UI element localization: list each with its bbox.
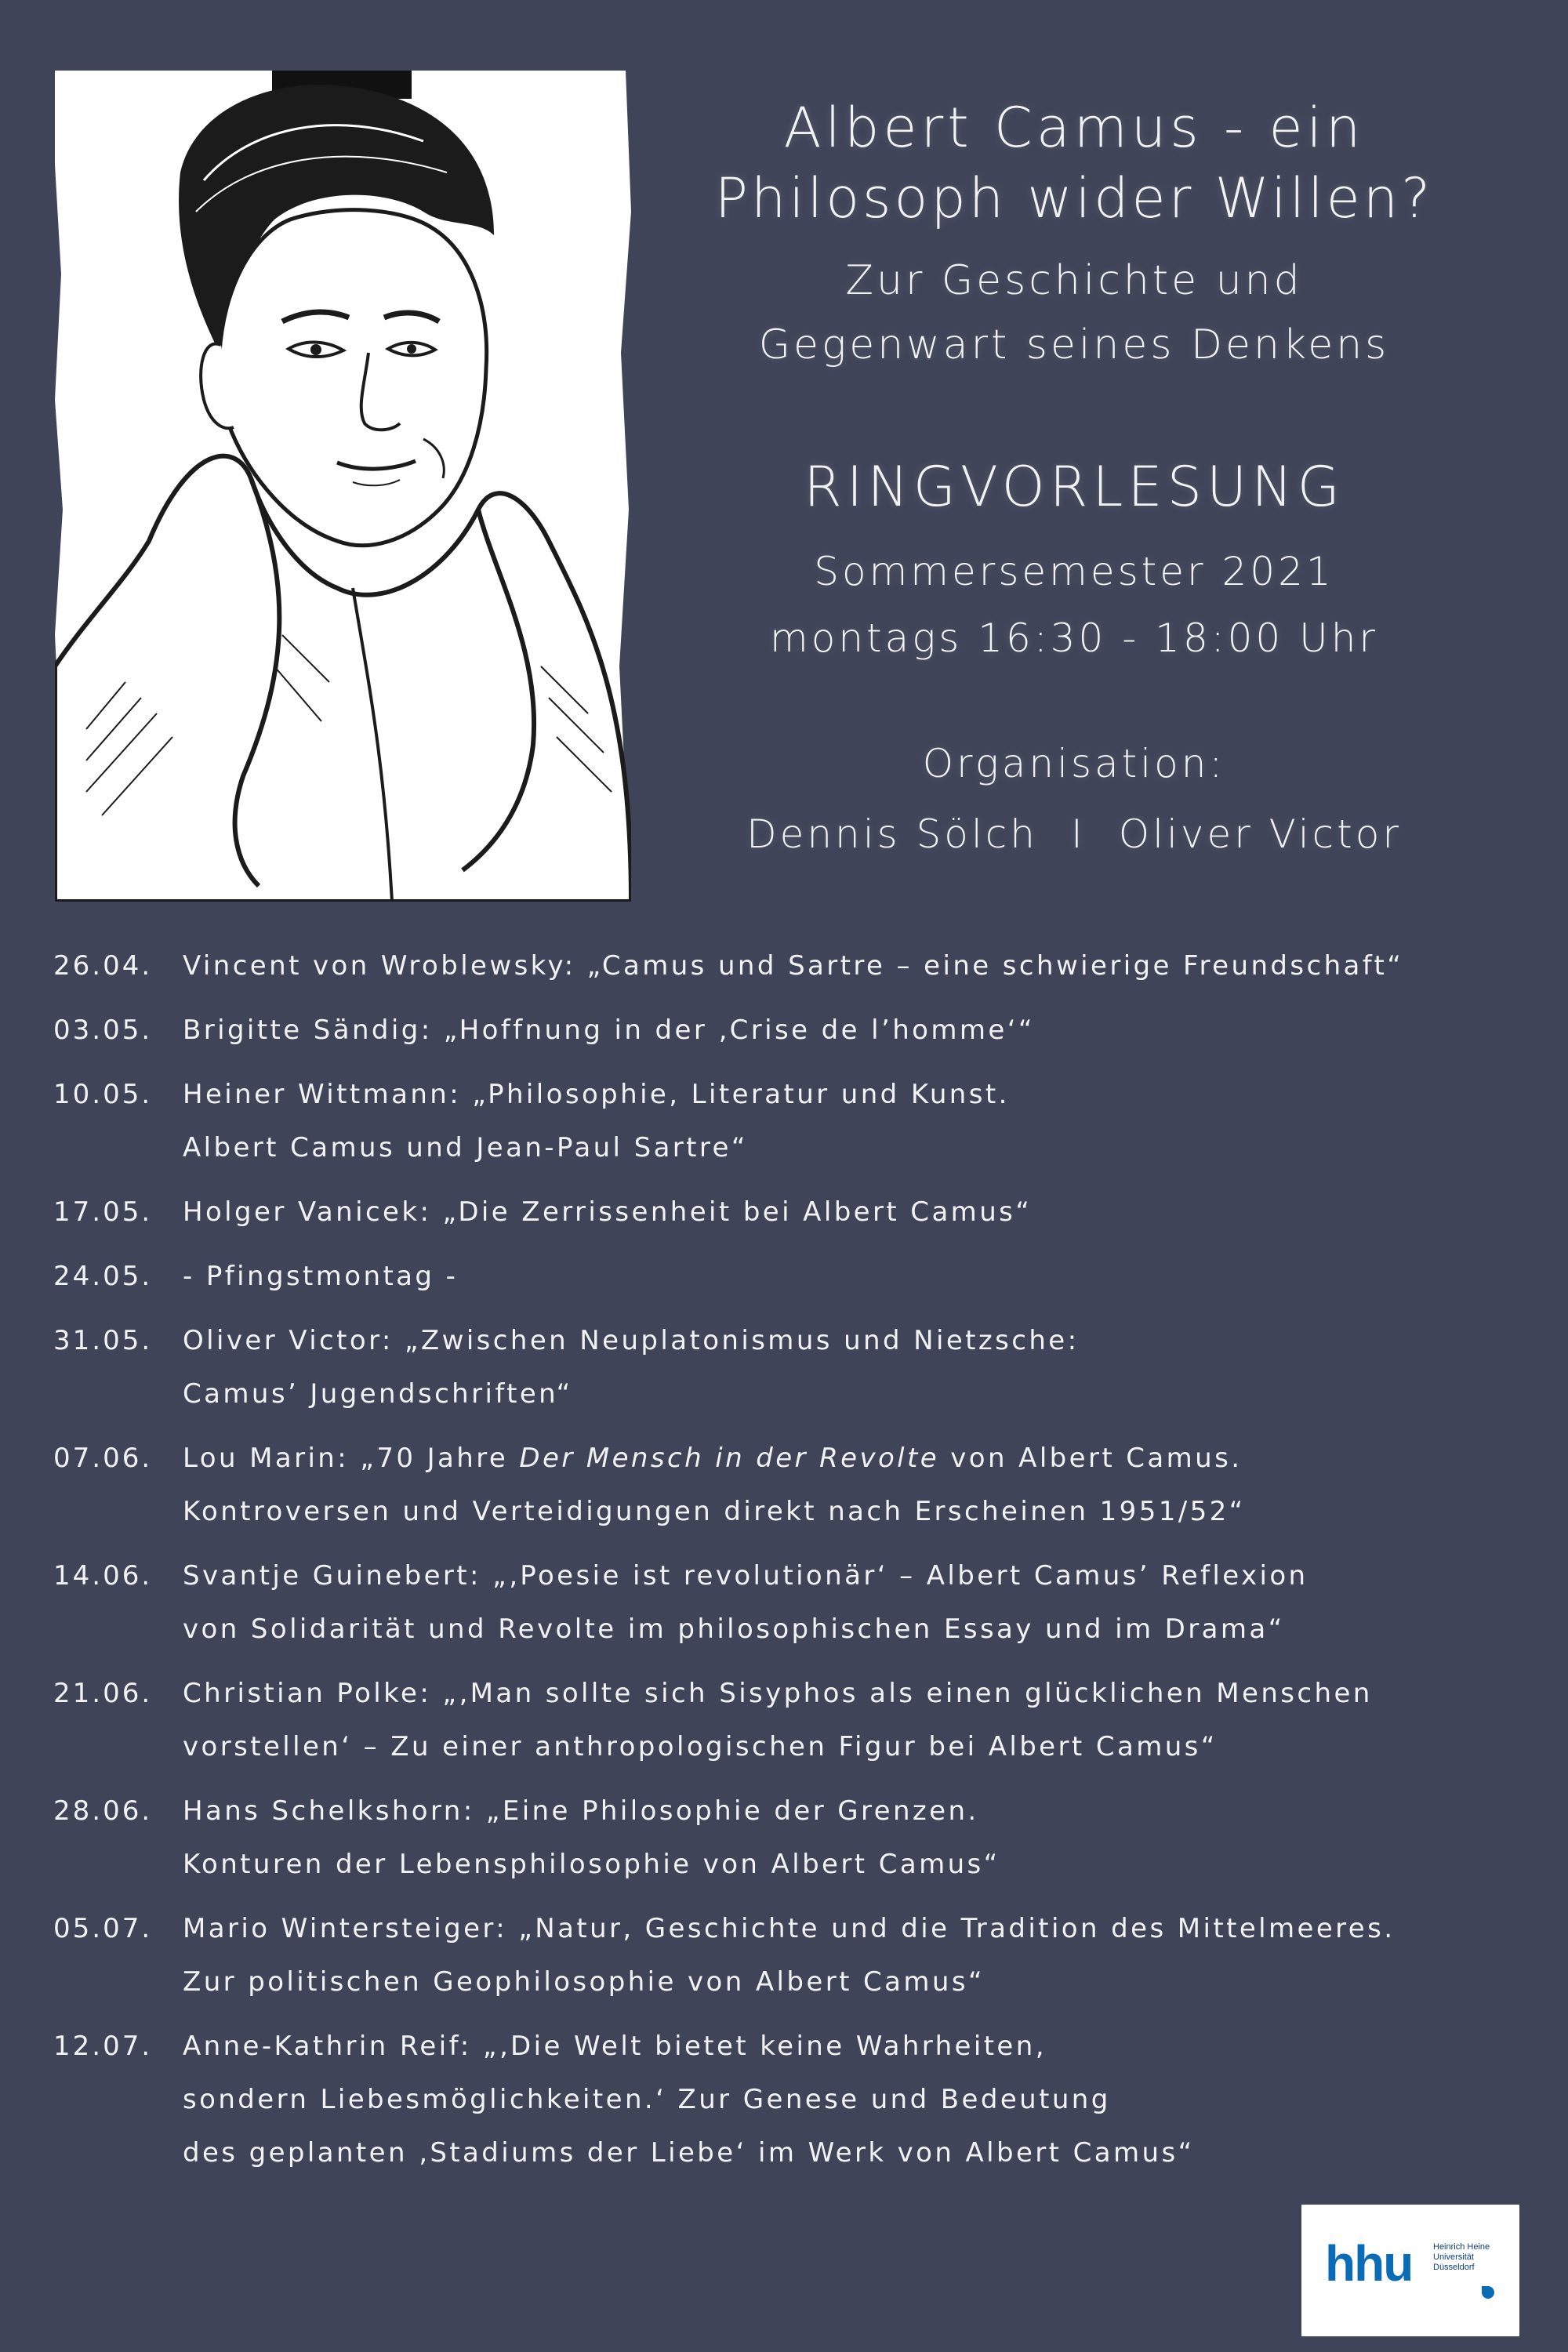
title-line-2: Philosoph wider Willen? [714, 166, 1434, 230]
organiser-1: Dennis Sölch [746, 811, 1038, 857]
talk-line: Christian Polke: „‚Man sollte sich Sisyphos als einen glücklichen Menschen [183, 1678, 1373, 1709]
lecture-schedule [53, 939, 1543, 2190]
schedule-talk [183, 1784, 1000, 1891]
hhu-logo [1301, 2205, 1519, 2336]
talk-line: Anne-Kathrin Reif: „‚Die Welt bietet keine Wahrheiten, [183, 2031, 1047, 2062]
book-title: Der Mensch in der Revolte [519, 1443, 940, 1474]
schedule-entry [53, 1068, 1543, 1174]
organiser-2: Oliver Victor [1118, 811, 1402, 857]
talk-line-text: von Albert Camus. [939, 1443, 1243, 1474]
schedule-talk [183, 1549, 1308, 1656]
logo-line-1: Heinrich Heine [1433, 2242, 1490, 2252]
talk-line [183, 1432, 1246, 1485]
schedule-entry [53, 1250, 1543, 1303]
hhu-logo-text [1433, 2242, 1490, 2273]
schedule-date: 26.04. [53, 950, 153, 982]
talk-line: von Solidarität und Revolte im philosophischen Essay und im Drama“ [183, 1613, 1285, 1645]
schedule-talk [183, 939, 1403, 993]
schedule-talk [183, 1432, 1246, 1538]
camus-portrait-image [55, 71, 631, 902]
hhu-logo-dot [1482, 2286, 1494, 2299]
schedule-entry [53, 1314, 1543, 1421]
schedule-date: 12.07. [53, 2031, 153, 2062]
talk-line: Konturen der Lebensphilosophie von Albert Camus“ [183, 1849, 1000, 1880]
semester: Sommersemester 2021 [814, 549, 1334, 594]
subtitle-line-2: Gegenwart seines Denkens [758, 321, 1390, 368]
talk-line: Svantje Guinebert: „‚Poesie ist revolutionär‘ – Albert Camus’ Reflexion [183, 1560, 1308, 1592]
schedule-date: 21.06. [53, 1678, 153, 1709]
schedule-date: 17.05. [53, 1196, 153, 1228]
schedule-date: 03.05. [53, 1014, 153, 1046]
schedule-talk [183, 1314, 1080, 1421]
schedule-talk [183, 2020, 1195, 2180]
schedule-date: 31.05. [53, 1325, 153, 1356]
talk-line: Oliver Victor: „Zwischen Neuplatonismus und Nietzsche: [183, 1325, 1080, 1356]
organisers [627, 811, 1521, 857]
series-title: RINGVORLESUNG [804, 455, 1345, 519]
schedule-date: 10.05. [53, 1079, 153, 1110]
schedule-entry [53, 1549, 1543, 1656]
logo-line-2: Universität [1433, 2252, 1474, 2262]
talk-line: Kontroversen und Verteidigungen direkt nach Erscheinen 1951/52“ [183, 1496, 1246, 1527]
schedule-entry [53, 939, 1543, 993]
logo-line-3: Düsseldorf [1433, 2263, 1475, 2272]
talk-line: sondern Liebesmöglichkeiten.‘ Zur Genese und Bedeutung [183, 2084, 1111, 2115]
schedule-date: 24.05. [53, 1261, 153, 1292]
talk-line: Heiner Wittmann: „Philosophie, Literatur und Kunst. [183, 1079, 1010, 1110]
schedule-entry [53, 1902, 1543, 2009]
talk-line: des geplanten ‚Stadiums der Liebe‘ im Werk von Albert Camus“ [183, 2137, 1195, 2169]
schedule-entry [53, 1185, 1543, 1239]
schedule-entry [53, 1432, 1543, 1538]
schedule-date: 28.06. [53, 1795, 153, 1827]
talk-line: Hans Schelkshorn: „Eine Philosophie der Grenzen. [183, 1795, 979, 1827]
schedule-talk [183, 1068, 1010, 1174]
schedule-talk [183, 1250, 458, 1303]
schedule-entry [53, 1004, 1543, 1057]
talk-line: Zur politischen Geophilosophie von Albert Camus“ [183, 1966, 985, 1998]
talk-line: Mario Wintersteiger: „Natur, Geschichte und die Tradition des Mittelmeeres. [183, 1913, 1396, 1944]
time-slot: montags 16:30 - 18:00 Uhr [770, 615, 1378, 661]
talk-line: vorstellen‘ – Zu einer anthropologischen Figur bei Albert Camus“ [183, 1731, 1218, 1762]
schedule-entry [53, 1784, 1543, 1891]
schedule-talk [183, 1185, 1032, 1239]
talk-line: Brigitte Sändig: „Hoffnung in der ‚Crise de l’homme‘“ [183, 1014, 1035, 1046]
talk-line: Holger Vanicek: „Die Zerrissenheit bei Albert Camus“ [183, 1196, 1033, 1228]
schedule-date: 14.06. [53, 1560, 153, 1592]
schedule-date: 07.06. [53, 1443, 153, 1474]
subtitle-line-1: Zur Geschichte und [845, 257, 1303, 304]
talk-line: Vincent von Wroblewsky: „Camus und Sartre – eine schwierige Freundschaft“ [183, 950, 1404, 982]
schedule-entry [53, 2020, 1543, 2180]
organisation-label: Organisation: [922, 741, 1226, 786]
title-line-1: Albert Camus - ein [783, 96, 1365, 160]
schedule-talk [183, 1902, 1395, 2009]
talk-line: Albert Camus und Jean-Paul Sartre“ [183, 1132, 748, 1163]
talk-line: Camus’ Jugendschriften“ [183, 1378, 573, 1410]
schedule-date: 05.07. [53, 1913, 153, 1944]
schedule-talk [183, 1004, 1035, 1057]
schedule-talk [183, 1667, 1373, 1773]
hhu-logo-mark: hhu [1325, 2235, 1413, 2292]
schedule-entry [53, 1667, 1543, 1773]
talk-line-text: Lou Marin: „70 Jahre [183, 1443, 520, 1474]
talk-line: - Pfingstmontag - [183, 1261, 459, 1292]
organiser-separator: I [1070, 811, 1086, 857]
